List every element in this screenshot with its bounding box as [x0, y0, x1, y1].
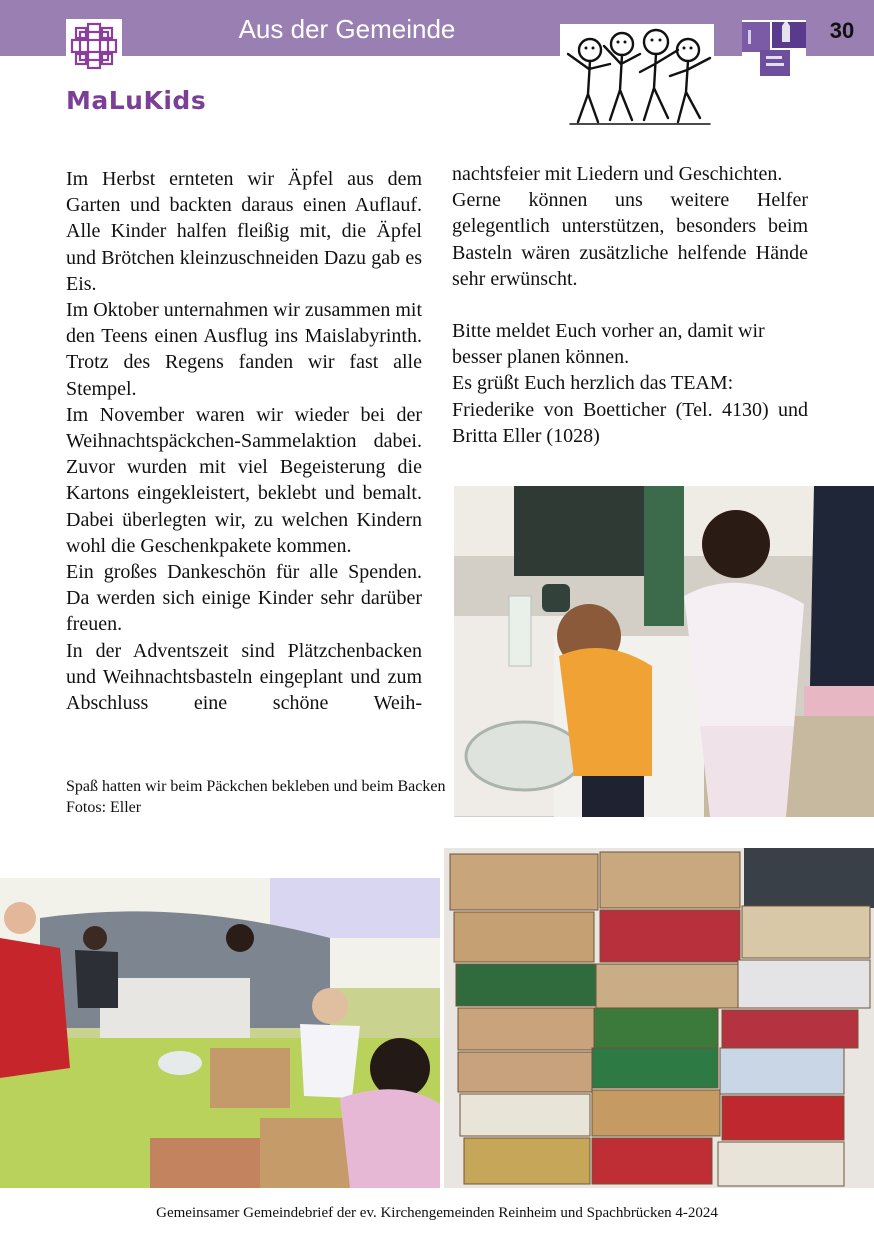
article-left-column — [66, 166, 422, 716]
dancing-kids-illustration — [560, 24, 714, 130]
cross-logo-icon — [66, 19, 122, 73]
paragraph-christmas-parcels: Im November waren wir wieder bei der Weihnachtspäckchen-Sammelaktion dabei. Zuvor wurden mit viel Begeisterung die Kartons eingekleistert, beklebt und bemalt. Dabei überlegten wir, zu welchen Kindern wohl die Geschenkpakete kommen. — [66, 403, 422, 557]
photo-gift-boxes — [444, 848, 874, 1188]
paragraph-gap — [452, 292, 808, 318]
caption-credit: Fotos: Eller — [66, 799, 142, 816]
paragraph-apples: Im Herbst ernteten wir Äpfel aus dem Garten und backten daraus einen Auflauf. Alle Kinder halfen fleißig mit, die Äpfel und Brötchen kleinzuschneiden Dazu gab es Eis. — [66, 168, 422, 295]
photo-caption — [66, 776, 451, 818]
paragraph-maze: Im Oktober unternahmen wir zusammen mit den Teens einen Ausflug ins Maislabyrinth. Trotz des Regens fanden wir fast alle Stempel. — [66, 299, 423, 400]
church-logo-icon — [742, 20, 806, 78]
paragraph-greeting: Es grüßt Euch herzlich das TEAM: — [452, 372, 734, 395]
paragraph-helpers: Gerne können uns weitere Helfer gelegentlich unterstützen, besonders beim Basteln wären zusätzliche helfende Hände sehr erwünscht. — [452, 189, 808, 290]
paragraph-advent: In der Adventszeit sind Plätzchenbacken und Weihnachtsbasteln eingeplant und zum Abschluss eine schöne Weih- — [66, 639, 422, 715]
paragraph-celebration: nachtsfeier mit Liedern und Geschichten. — [452, 163, 783, 185]
paragraph-contacts: Friederike von Boetticher (Tel. 4130) und Britta Eller (1028) — [452, 398, 808, 447]
article-right-column — [452, 161, 808, 449]
footer-text: Gemeinsamer Gemeindebrief der ev. Kirchengemeinden Reinheim und Spachbrücken 4-2024 — [156, 1205, 718, 1221]
paragraph-thanks: Ein großes Dankeschön für alle Spenden. Da werden sich einige Kinder sehr darüber freuen. — [66, 561, 422, 636]
photo-kids-baking — [454, 486, 874, 817]
section-title: MaLuKids — [66, 86, 207, 115]
paragraph-register: Bitte meldet Euch vorher an, damit wir besser planen können. — [452, 320, 765, 369]
header-title: Aus der Gemeinde — [238, 14, 456, 44]
page-number: 30 — [829, 18, 855, 43]
photo-kids-crafting — [0, 878, 440, 1188]
caption-text: Spaß hatten wir beim Päckchen bekleben und beim Backen — [66, 778, 446, 795]
